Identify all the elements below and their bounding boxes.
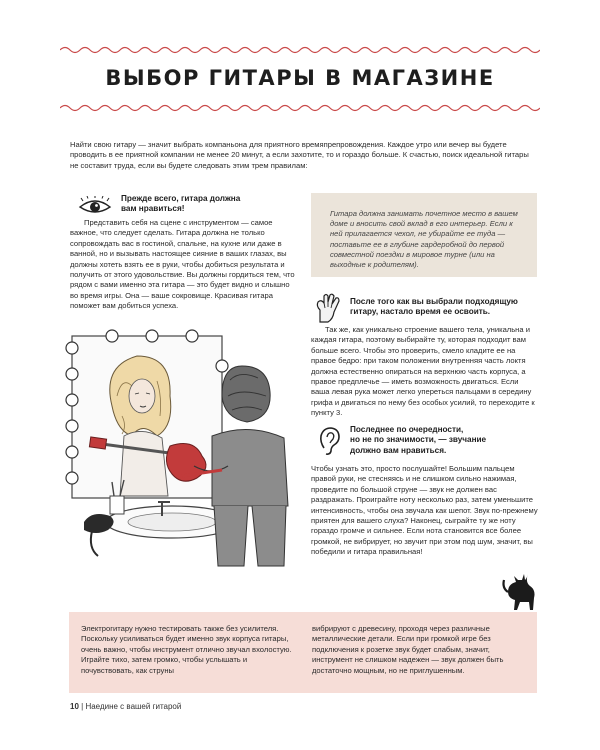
eye-icon	[78, 196, 112, 218]
tip-note-col2: вибрируют с древесину, проходя через различные металлические детали. Если при громкой игре без подключения к розетке звук будет слабым, значит, инструмент не слишком надежен — звук должен быть достаточно мощным, но не приглушенным.	[312, 624, 504, 675]
rule3-heading	[350, 425, 540, 456]
guitar-mirror-illustration	[62, 326, 304, 572]
tip-note-col1: Электрогитару нужно тестировать также без усилителя. Поскольку усиливаться будет именно звук корпуса гитары, очень важно, чтобы инструмент отлично звучал вхолостую. Играйте тихо, затем громко, чтобы услышать и почувствовать, как струны	[81, 624, 292, 675]
page-footer	[70, 702, 181, 711]
rule3-heading-line3: должно вам нравиться.	[350, 445, 447, 455]
bottom-wave-divider	[60, 102, 540, 114]
rule2-heading-line2: гитару, настало время ее освоить.	[350, 307, 491, 317]
rule3-heading-line1: Последнее по очередности,	[350, 425, 464, 434]
cat-icon	[500, 570, 540, 612]
ear-icon	[318, 426, 342, 456]
rule1-heading	[121, 194, 301, 215]
book-title: Наедине с вашей гитарой	[85, 702, 182, 711]
page-number: 10	[70, 702, 79, 711]
quote-text: Гитара должна занимать почетное место в вашем доме и вносить свой вклад в его интерьер. Если к ней прилагается чехол, не убирайте ее туда — поставьте ее в глубине гардеробной до первой совместной поездки в мировое турне (или на выходные к родителям).	[330, 209, 518, 270]
intro-paragraph: Найти свою гитару — значит выбрать компаньона для приятного времяпрепровождения. Каждое утро или вечер вы будете проводить в ее приятной компании не менее 20 минут, а если захотите, то и гораздо больше. К счастью, поиск идеальной гитары не составит труда, если вы будете следовать этим трем правилам:	[70, 140, 529, 170]
page-title: ВЫБОР ГИТАРЫ В МАГАЗИНЕ	[105, 66, 495, 90]
rule1-heading-line2: вам нравиться!	[121, 204, 185, 214]
rule2-body: Так же, как уникально строение вашего тела, уникальна и каждая гитара, поэтому выбирайте ту, которая подходит вам больше всего. Чтобы это проверить, смело кладите ее на правое бедро: при таком положении внутренняя часть локтя должна естественно опираться на верхнюю часть корпуса, а правое предплечье — иметь возможность двигаться. Если ваша левая рука может легко упереться пальцами в середину грифа и двигаться по нему без особых усилий, то переходите к пункту 3.	[311, 325, 535, 418]
quote-box	[311, 193, 537, 277]
hand-icon	[314, 292, 342, 324]
footer-separator: |	[81, 702, 84, 711]
rule3-heading-line2: но не по значимости, — звучание	[350, 435, 487, 445]
rule3-body: Чтобы узнать это, просто послушайте! Большим пальцем правой руки, не стесняясь и не слишком сильно нажимая, проведите по большой струне — звук не должен вас раздражать. Проиграйте ноту несколько раз, затем уменьшите интенсивность, чтобы она звучала как шепот. Звук по-прежнему приятен для вашего слуха? Наконец, сыграйте ту же ноту гораздо громче и сильнее. Если нота становится все более громкой, не вибрирует, но звучит при этом под шум, значит, вы победили и гитара правильная!	[311, 464, 538, 557]
rule2-heading-line1: После того как вы выбрали подходящую	[350, 297, 518, 306]
rule1-heading-line1: Прежде всего, гитара должна	[121, 194, 241, 203]
rule2-heading	[350, 297, 540, 318]
rule1-body: Представить себя на сцене с инструментом — самое важное, что следует сделать. Гитара должна не только сопровождать вас в гостиной, спальне, на кухне или даже в ванной, но и вызывать настоящее сияние в ваших глазах, вы должны хотеть взять ее в руки, чтобы добиться результата и получить от этого удовольствие. Вы должны гордиться тем, что рядом с вами именно эта гитара — это будет видно и слышно во время игры. Она — ваше сокровище. Красивая гитара поможет вам добиться успеха.	[70, 218, 295, 311]
top-wave-divider	[60, 44, 540, 56]
tip-note-box	[69, 612, 537, 693]
